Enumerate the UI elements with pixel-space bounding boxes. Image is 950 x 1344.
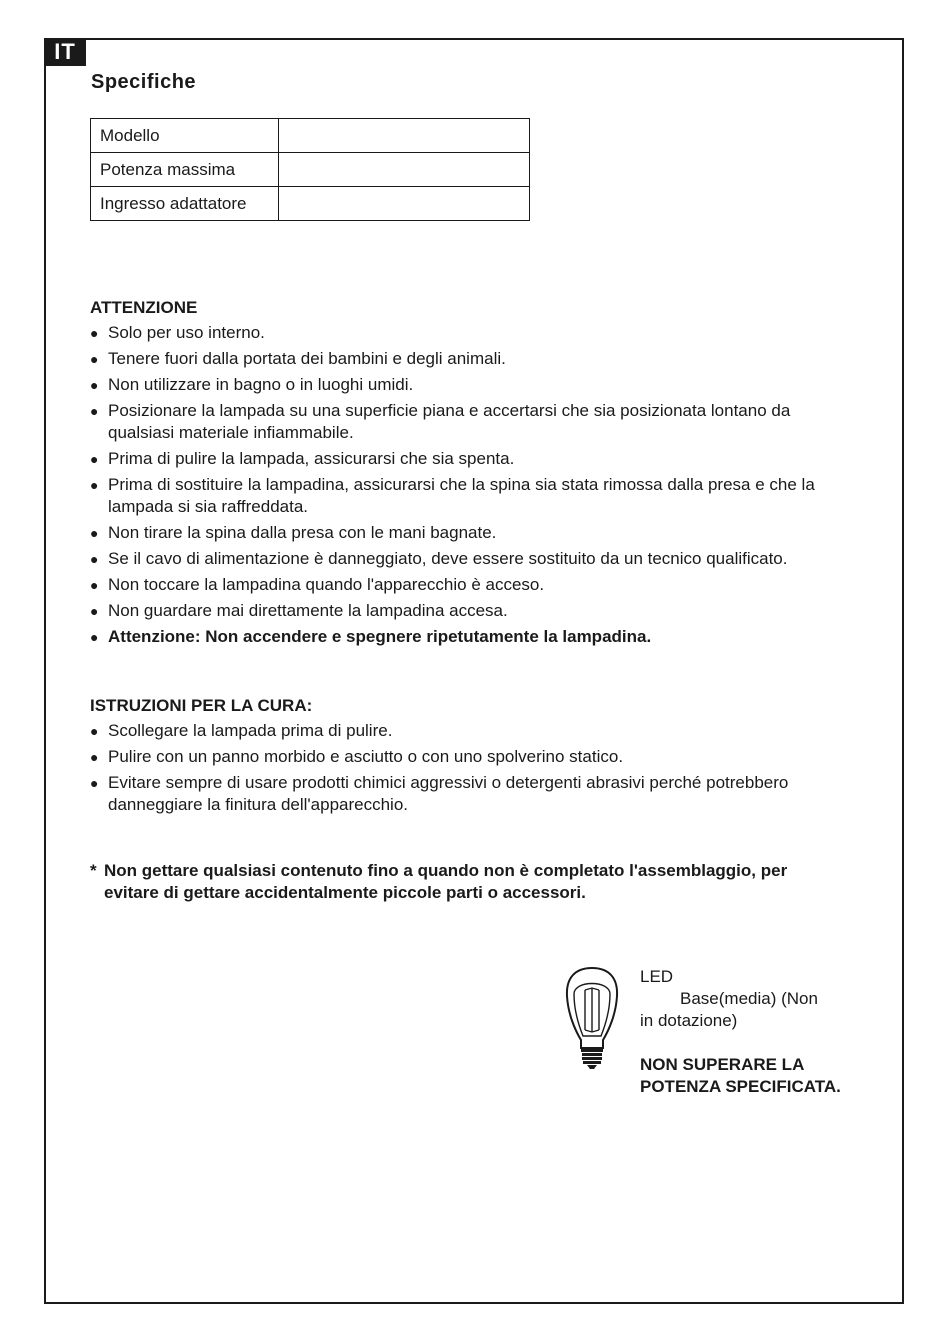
language-tag: IT: [44, 38, 86, 66]
spec-value-adapter-input: [279, 187, 530, 221]
bulb-base: Base(media) (Non: [680, 989, 818, 1008]
spec-value-model: [279, 119, 530, 153]
list-item: ● Prima di sostituire la lampadina, assicurarsi che la spina sia stata rimossa dalla presa e che la lampada si sia raffreddata.: [90, 474, 830, 518]
list-item: ● Tenere fuori dalla portata dei bambini e degli animali.: [90, 348, 830, 370]
asterisk: *: [90, 861, 97, 880]
spec-label-model: Modello: [91, 119, 279, 153]
assembly-note-text: Non gettare qualsiasi contenuto fino a quando non è completato l'assemblaggio, per evitare di gettare accidentalmente piccole parti o accessori.: [104, 861, 788, 902]
warning-list: [90, 322, 830, 648]
spec-label-adapter-input: Ingresso adattatore: [91, 187, 279, 221]
list-item: ● Solo per uso interno.: [90, 322, 830, 344]
list-item: ● Evitare sempre di usare prodotti chimici aggressivi o detergenti abrasivi perché potrebbero danneggiare la finitura dell'apparecchio.: [90, 772, 830, 816]
warning-heading: ATTENZIONE: [90, 298, 198, 317]
warning-section: [90, 297, 830, 652]
table-row: [91, 153, 530, 187]
led-bulb-icon: [563, 966, 621, 1070]
care-section: [90, 695, 830, 820]
table-row: [91, 187, 530, 221]
list-item: ● Non tirare la spina dalla presa con le mani bagnate.: [90, 522, 830, 544]
bulb-included-note: in dotazione): [640, 1011, 738, 1030]
list-item: ● Se il cavo di alimentazione è danneggiato, deve essere sostituito da un tecnico qualificato.: [90, 548, 830, 570]
bulb-type: LED: [640, 967, 674, 986]
assembly-note: [90, 860, 790, 904]
page-border: [44, 38, 904, 1304]
page-title: Specifiche: [91, 71, 197, 93]
list-item: ● Attenzione: Non accendere e spegnere ripetutamente la lampadina.: [90, 626, 830, 648]
list-item: ● Posizionare la lampada su una superficie piana e accertarsi che sia posizionata lontano da qualsiasi materiale infiammabile.: [90, 400, 830, 444]
list-item: ● Non guardare mai direttamente la lampadina accesa.: [90, 600, 830, 622]
specs-table: [90, 118, 530, 221]
table-row: [91, 119, 530, 153]
spec-value-max-power: [279, 153, 530, 187]
wattage-warning: NON SUPERARE LA POTENZA SPECIFICATA.: [640, 1055, 841, 1096]
list-item: ● Non toccare la lampadina quando l'apparecchio è acceso.: [90, 574, 830, 596]
list-item: ● Scollegare la lampada prima di pulire.: [90, 720, 830, 742]
bulb-info: [640, 966, 860, 1098]
list-item: ● Pulire con un panno morbido e asciutto o con uno spolverino statico.: [90, 746, 830, 768]
care-list: [90, 720, 830, 816]
spec-label-max-power: Potenza massima: [91, 153, 279, 187]
list-item: ● Non utilizzare in bagno o in luoghi umidi.: [90, 374, 830, 396]
list-item: ● Prima di pulire la lampada, assicurarsi che sia spenta.: [90, 448, 830, 470]
care-heading: ISTRUZIONI PER LA CURA:: [90, 696, 313, 715]
